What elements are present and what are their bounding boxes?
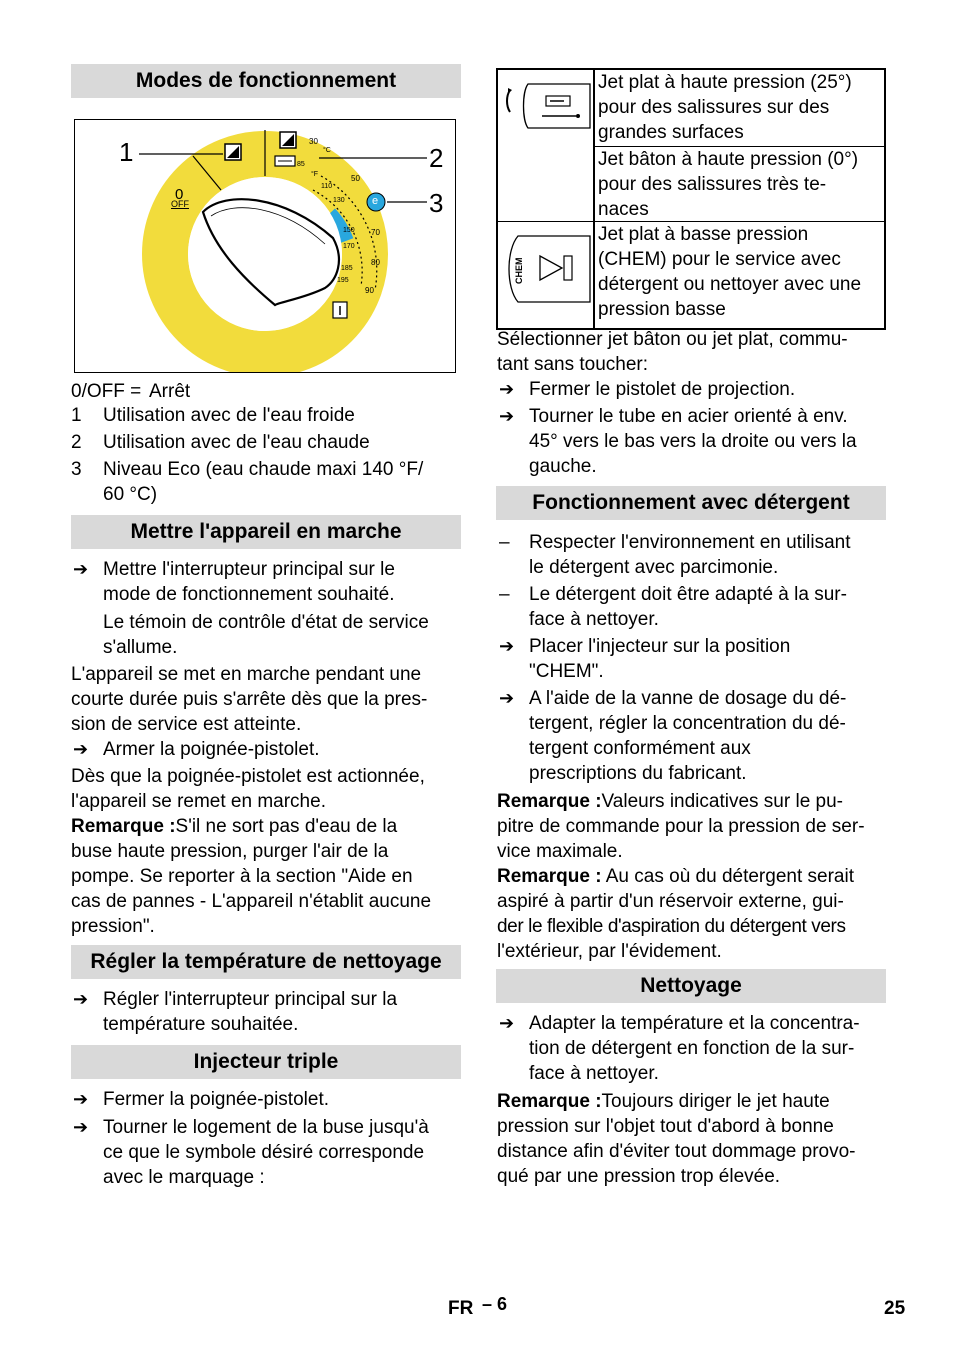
page-number: 25 bbox=[884, 1298, 906, 1319]
step-text: Tourner le tube en acier orienté à env. bbox=[529, 406, 848, 427]
table-row-rod-jet bbox=[594, 146, 885, 222]
dash-bullet: – bbox=[499, 532, 510, 553]
nozzle-image-cell bbox=[497, 69, 594, 222]
step-text: mode de fonctionnement souhaité. bbox=[103, 584, 395, 605]
callout-3: 3 bbox=[429, 188, 444, 218]
step-note: Le témoin de contrôle d'état de service bbox=[103, 612, 429, 633]
section-heading-injector: Injecteur triple bbox=[71, 1045, 461, 1079]
table-text: pression basse bbox=[598, 299, 726, 320]
paragraph: Sélectionner jet bâton ou jet plat, commu- bbox=[497, 329, 848, 350]
arrow-icon: ➔ bbox=[73, 559, 89, 579]
arrow-icon: ➔ bbox=[499, 1013, 515, 1033]
scale-f-110: 110 bbox=[321, 183, 333, 190]
paragraph: aspiré à partir d'un réservoir externe, gui- bbox=[497, 891, 844, 912]
step-text: température souhaitée. bbox=[103, 1014, 299, 1035]
chem-label: CHEM bbox=[514, 257, 524, 284]
step-text: Fermer le pistolet de projection. bbox=[529, 379, 796, 400]
paragraph: vice maximale. bbox=[497, 841, 623, 862]
legend-text: Niveau Eco (eau chaude maxi 140 °F/ bbox=[103, 459, 424, 480]
section-heading-cleaning: Nettoyage bbox=[496, 969, 886, 1003]
remark-label: Remarque : bbox=[497, 1091, 602, 1112]
section-heading-modes: Modes de fonctionnement bbox=[71, 64, 461, 98]
scale-c-70: 70 bbox=[371, 228, 380, 237]
paragraph: sion de service est atteinte. bbox=[71, 714, 302, 735]
list-text: le détergent avec parcimonie. bbox=[529, 557, 779, 578]
section-heading-detergent: Fonctionnement avec détergent bbox=[496, 486, 886, 520]
step-text: Placer l'injecteur sur la position bbox=[529, 636, 791, 657]
scale-c-90: 90 bbox=[365, 286, 374, 295]
step-text: Fermer la poignée-pistolet. bbox=[103, 1089, 329, 1110]
callout-1: 1 bbox=[119, 137, 134, 167]
table-row-chem bbox=[594, 221, 885, 329]
step-note: s'allume. bbox=[103, 637, 178, 658]
paragraph: qué par une pression trop élevée. bbox=[497, 1166, 781, 1187]
remark bbox=[497, 864, 854, 889]
legend-off-key: 0/OFF = bbox=[71, 381, 142, 402]
remark-label: Remarque : bbox=[497, 791, 602, 812]
arrow-icon: ➔ bbox=[73, 1117, 89, 1137]
step-text: prescriptions du fabricant. bbox=[529, 763, 747, 784]
scale-f-195: 195 bbox=[337, 277, 349, 284]
table-text: (CHEM) pour le service avec bbox=[598, 249, 841, 270]
remark bbox=[497, 789, 843, 814]
scale-c-80: 80 bbox=[371, 258, 380, 267]
chem-image-cell bbox=[497, 221, 594, 329]
paragraph: distance afin d'éviter tout dommage provo- bbox=[497, 1141, 856, 1162]
paragraph: pression". bbox=[71, 916, 155, 937]
paragraph: tant sans toucher: bbox=[497, 354, 649, 375]
step-text: ce que le symbole désiré corresponde bbox=[103, 1142, 425, 1163]
arrow-icon: ➔ bbox=[499, 688, 515, 708]
step-text: Régler l'interrupteur principal sur la bbox=[103, 989, 398, 1010]
arrow-icon: ➔ bbox=[73, 1089, 89, 1109]
legend-off-value: Arrêt bbox=[149, 381, 191, 402]
high-pressure-nozzle-icon bbox=[498, 70, 593, 221]
scale-f-150: 150 bbox=[343, 227, 355, 234]
scale-c-30: 30 bbox=[309, 137, 318, 146]
list-text: Le détergent doit être adapté à la sur- bbox=[529, 584, 847, 605]
paragraph: pitre de commande pour la pression de ser- bbox=[497, 816, 865, 837]
step-text: tion de détergent en fonction de la sur- bbox=[529, 1038, 855, 1059]
table-text: naces bbox=[598, 199, 649, 220]
paragraph: courte durée puis s'arrête dès que la pres- bbox=[71, 689, 428, 710]
remark-label: Remarque : bbox=[71, 816, 176, 837]
section-heading-temp: Régler la température de nettoyage bbox=[71, 945, 461, 979]
step-text: Mettre l'interrupteur principal sur le bbox=[103, 559, 395, 580]
list-text: face à nettoyer. bbox=[529, 609, 659, 630]
dash-bullet: – bbox=[499, 584, 510, 605]
step-text: gauche. bbox=[529, 456, 597, 477]
arrow-icon: ➔ bbox=[499, 379, 515, 399]
table-text: pour des salissures sur des bbox=[598, 97, 830, 118]
paragraph: der le flexible d'aspiration du détergent vers bbox=[497, 916, 846, 937]
arrow-icon: ➔ bbox=[73, 989, 89, 1009]
paragraph: L'appareil se met en marche pendant une bbox=[71, 664, 422, 685]
eco-letter: e bbox=[372, 195, 379, 207]
chem-nozzle-icon bbox=[498, 222, 593, 328]
legend-number: 1 bbox=[71, 405, 82, 426]
step-text: 45° vers le bas vers la droite ou vers la bbox=[529, 431, 857, 452]
table-text: Jet plat à basse pression bbox=[598, 224, 809, 245]
step-text: tergent conformément aux bbox=[529, 738, 751, 759]
legend-number: 3 bbox=[71, 459, 82, 480]
legend-text: Utilisation avec de l'eau chaude bbox=[103, 432, 370, 453]
nozzle-table bbox=[496, 68, 886, 330]
dial-figure bbox=[74, 119, 456, 373]
remark bbox=[71, 814, 397, 839]
table-row-flat-jet bbox=[594, 69, 885, 147]
step-text: avec le marquage : bbox=[103, 1167, 265, 1188]
legend-text-cont: 60 °C) bbox=[103, 484, 158, 505]
scale-f-185: 185 bbox=[341, 265, 353, 272]
paragraph: cas de pannes - L'appareil n'établit aucune bbox=[71, 891, 432, 912]
off-label: OFF bbox=[171, 199, 189, 209]
table-text: détergent ou nettoyer avec une bbox=[598, 274, 862, 295]
paragraph: buse haute pression, purger l'air de la bbox=[71, 841, 389, 862]
paragraph: pression sur l'objet tout d'abord à bonne bbox=[497, 1116, 834, 1137]
step-text: A l'aide de la vanne de dosage du dé- bbox=[529, 688, 847, 709]
scale-f-130: 130 bbox=[333, 197, 345, 204]
footer-local-page: – 6 bbox=[482, 1294, 508, 1314]
scale-f-85: 85 bbox=[297, 161, 305, 168]
arrow-icon: ➔ bbox=[73, 739, 89, 759]
step-text: Adapter la température et la concentra- bbox=[529, 1013, 860, 1034]
unit-f: °F bbox=[311, 171, 319, 178]
paragraph: l'appareil se remet en marche. bbox=[71, 791, 326, 812]
callout-2: 2 bbox=[429, 143, 444, 173]
arrow-icon: ➔ bbox=[499, 636, 515, 656]
remark bbox=[497, 1089, 830, 1114]
step-text: tergent, régler la concentration du dé- bbox=[529, 713, 846, 734]
step-text: face à nettoyer. bbox=[529, 1063, 659, 1084]
table-text: Jet bâton à haute pression (0°) bbox=[598, 149, 859, 170]
footer-lang: FR bbox=[448, 1298, 474, 1319]
scale-f-170: 170 bbox=[343, 243, 355, 250]
step-text: "CHEM". bbox=[529, 661, 604, 682]
remark-label: Remarque : bbox=[497, 866, 602, 887]
legend-number: 2 bbox=[71, 432, 82, 453]
unit-c: °C bbox=[323, 147, 331, 154]
section-heading-start: Mettre l'appareil en marche bbox=[71, 515, 461, 549]
legend-text: Utilisation avec de l'eau froide bbox=[103, 405, 355, 426]
off-zero: 0 bbox=[175, 186, 184, 203]
paragraph: pompe. Se reporter à la section "Aide en bbox=[71, 866, 413, 887]
table-text: grandes surfaces bbox=[598, 122, 744, 143]
list-text: Respecter l'environnement en utilisant bbox=[529, 532, 851, 553]
remark-text: S'il ne sort pas d'eau de la bbox=[175, 816, 398, 837]
paragraph: Dès que la poignée-pistolet est actionnée, bbox=[71, 766, 425, 787]
paragraph: l'extérieur, par l'évidement. bbox=[497, 941, 722, 962]
step-text: Tourner le logement de la buse jusqu'à bbox=[103, 1117, 429, 1138]
remark-text: Valeurs indicatives sur le pu- bbox=[601, 791, 844, 812]
scale-c-50: 50 bbox=[351, 174, 360, 183]
table-text: Jet plat à haute pression (25°) bbox=[598, 72, 852, 93]
remark-text: Toujours diriger le jet haute bbox=[601, 1091, 830, 1112]
remark-text: Au cas où du détergent serait bbox=[601, 866, 854, 887]
table-text: pour des salissures très te- bbox=[598, 174, 827, 195]
arrow-icon: ➔ bbox=[499, 406, 515, 426]
step-text: Armer la poignée-pistolet. bbox=[103, 739, 320, 760]
